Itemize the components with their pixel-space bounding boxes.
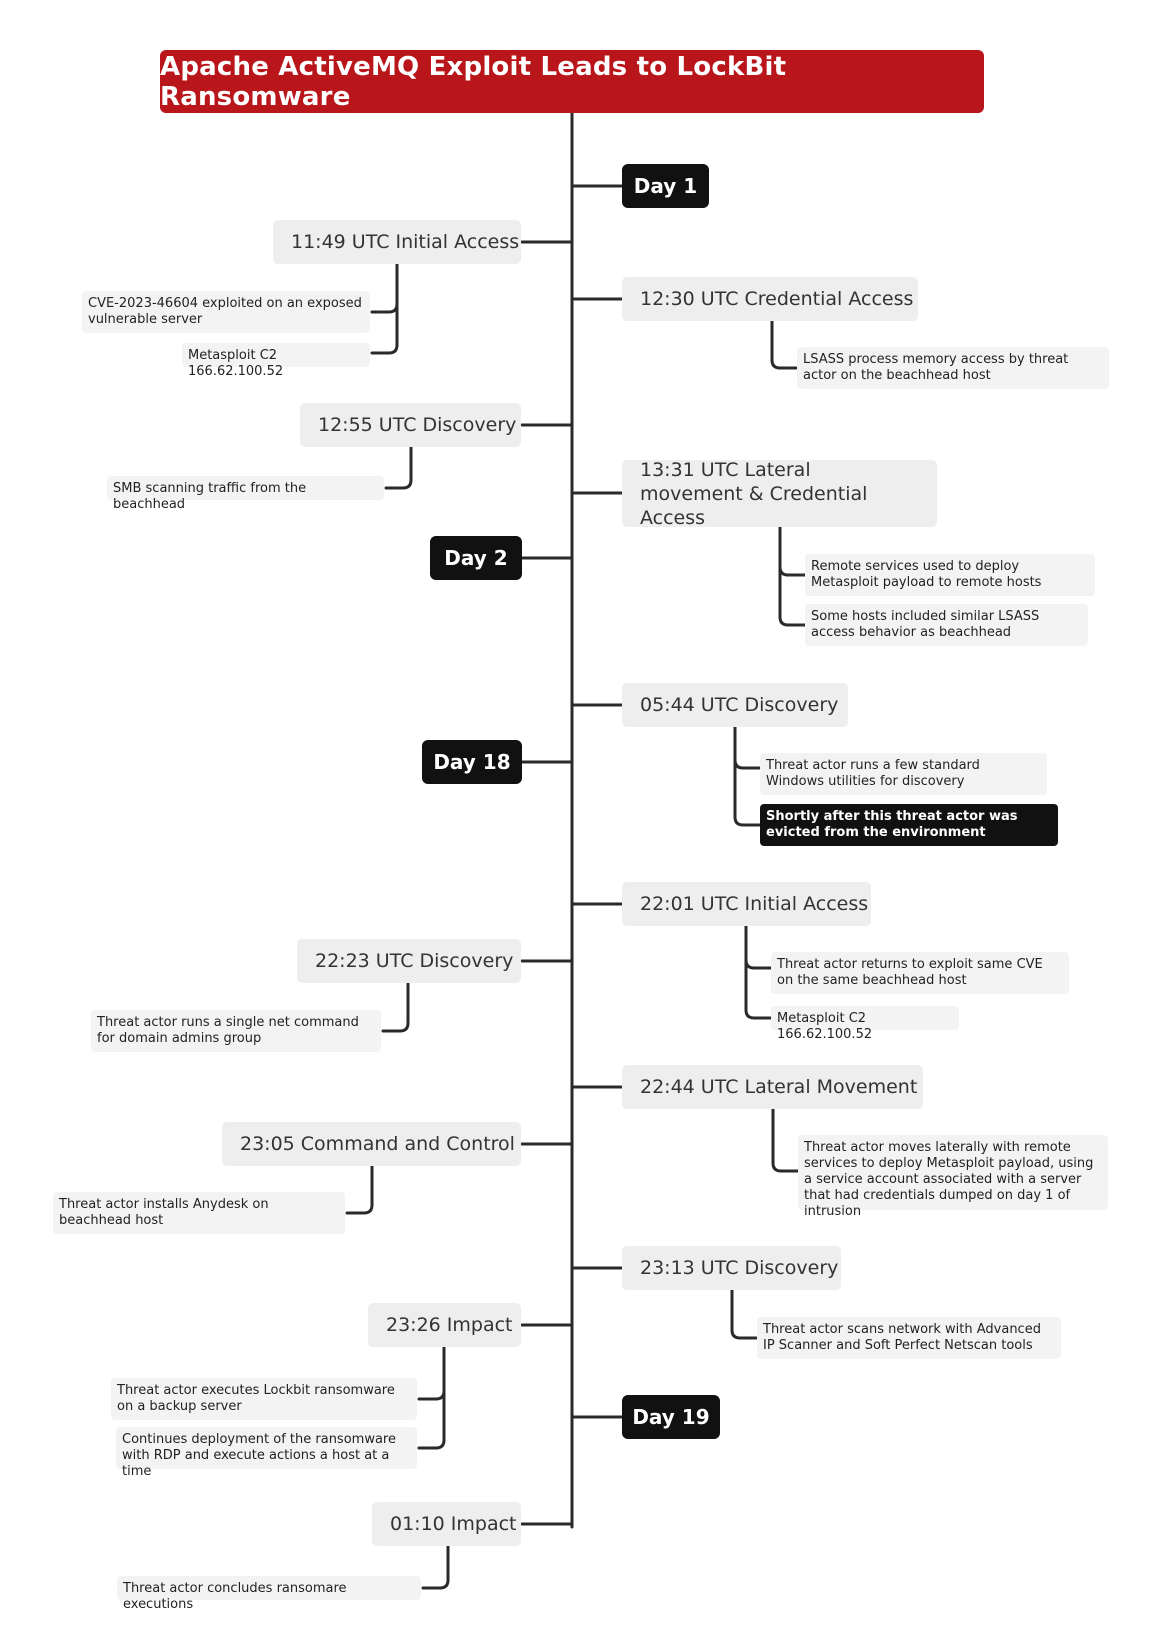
event-note: Threat actor returns to exploit same CVE on the same beachhead host bbox=[771, 952, 1069, 994]
event-note: Metasploit C2 166.62.100.52 bbox=[182, 343, 370, 367]
day-marker-19: Day 19 bbox=[622, 1395, 720, 1439]
event-note: Threat actor runs a few standard Windows utilities for discovery bbox=[760, 753, 1047, 795]
event-command-and-control-2305: 23:05 Command and Control bbox=[222, 1122, 521, 1166]
day-marker-1: Day 1 bbox=[622, 164, 709, 208]
event-impact-0110: 01:10 Impact bbox=[372, 1502, 521, 1546]
event-note: Threat actor installs Anydesk on beachhead host bbox=[53, 1192, 345, 1234]
event-note: Remote services used to deploy Metasploit payload to remote hosts bbox=[805, 554, 1095, 596]
event-impact-2326: 23:26 Impact bbox=[368, 1303, 521, 1347]
event-note: SMB scanning traffic from the beachhead bbox=[107, 476, 384, 500]
event-initial-access-1149: 11:49 UTC Initial Access bbox=[273, 220, 521, 264]
event-note-highlight: Shortly after this threat actor was evicted from the environment bbox=[760, 804, 1058, 846]
day-marker-2: Day 2 bbox=[430, 536, 522, 580]
event-initial-access-2201: 22:01 UTC Initial Access bbox=[622, 882, 871, 926]
event-note: Metasploit C2 166.62.100.52 bbox=[771, 1006, 959, 1030]
event-credential-access-1230: 12:30 UTC Credential Access bbox=[622, 277, 918, 321]
event-lateral-movement-1331: 13:31 UTC Lateral movement & Credential Access bbox=[622, 460, 937, 527]
event-discovery-1255: 12:55 UTC Discovery bbox=[300, 403, 521, 447]
event-discovery-2223: 22:23 UTC Discovery bbox=[297, 939, 521, 983]
event-note: Threat actor runs a single net command for domain admins group bbox=[91, 1010, 381, 1052]
day-marker-18: Day 18 bbox=[422, 740, 522, 784]
event-note: LSASS process memory access by threat actor on the beachhead host bbox=[797, 347, 1109, 389]
event-note: CVE-2023-46604 exploited on an exposed vulnerable server bbox=[82, 291, 370, 333]
event-note: Some hosts included similar LSASS access behavior as beachhead bbox=[805, 604, 1088, 646]
event-note: Threat actor concludes ransomare executions bbox=[117, 1576, 421, 1600]
event-note: Threat actor scans network with Advanced IP Scanner and Soft Perfect Netscan tools bbox=[757, 1317, 1061, 1359]
event-note: Threat actor executes Lockbit ransomware on a backup server bbox=[111, 1378, 417, 1420]
event-discovery-2313: 23:13 UTC Discovery bbox=[622, 1246, 841, 1290]
event-discovery-0544: 05:44 UTC Discovery bbox=[622, 683, 848, 727]
event-note: Continues deployment of the ransomware with RDP and execute actions a host at a time bbox=[116, 1427, 417, 1469]
event-lateral-movement-2244: 22:44 UTC Lateral Movement bbox=[622, 1065, 923, 1109]
event-note: Threat actor moves laterally with remote services to deploy Metasploit payload, using a service account associated with a server that had credentials dumped on day 1 of intrusion bbox=[798, 1135, 1108, 1210]
diagram-title: Apache ActiveMQ Exploit Leads to LockBit Ransomware bbox=[160, 50, 984, 113]
